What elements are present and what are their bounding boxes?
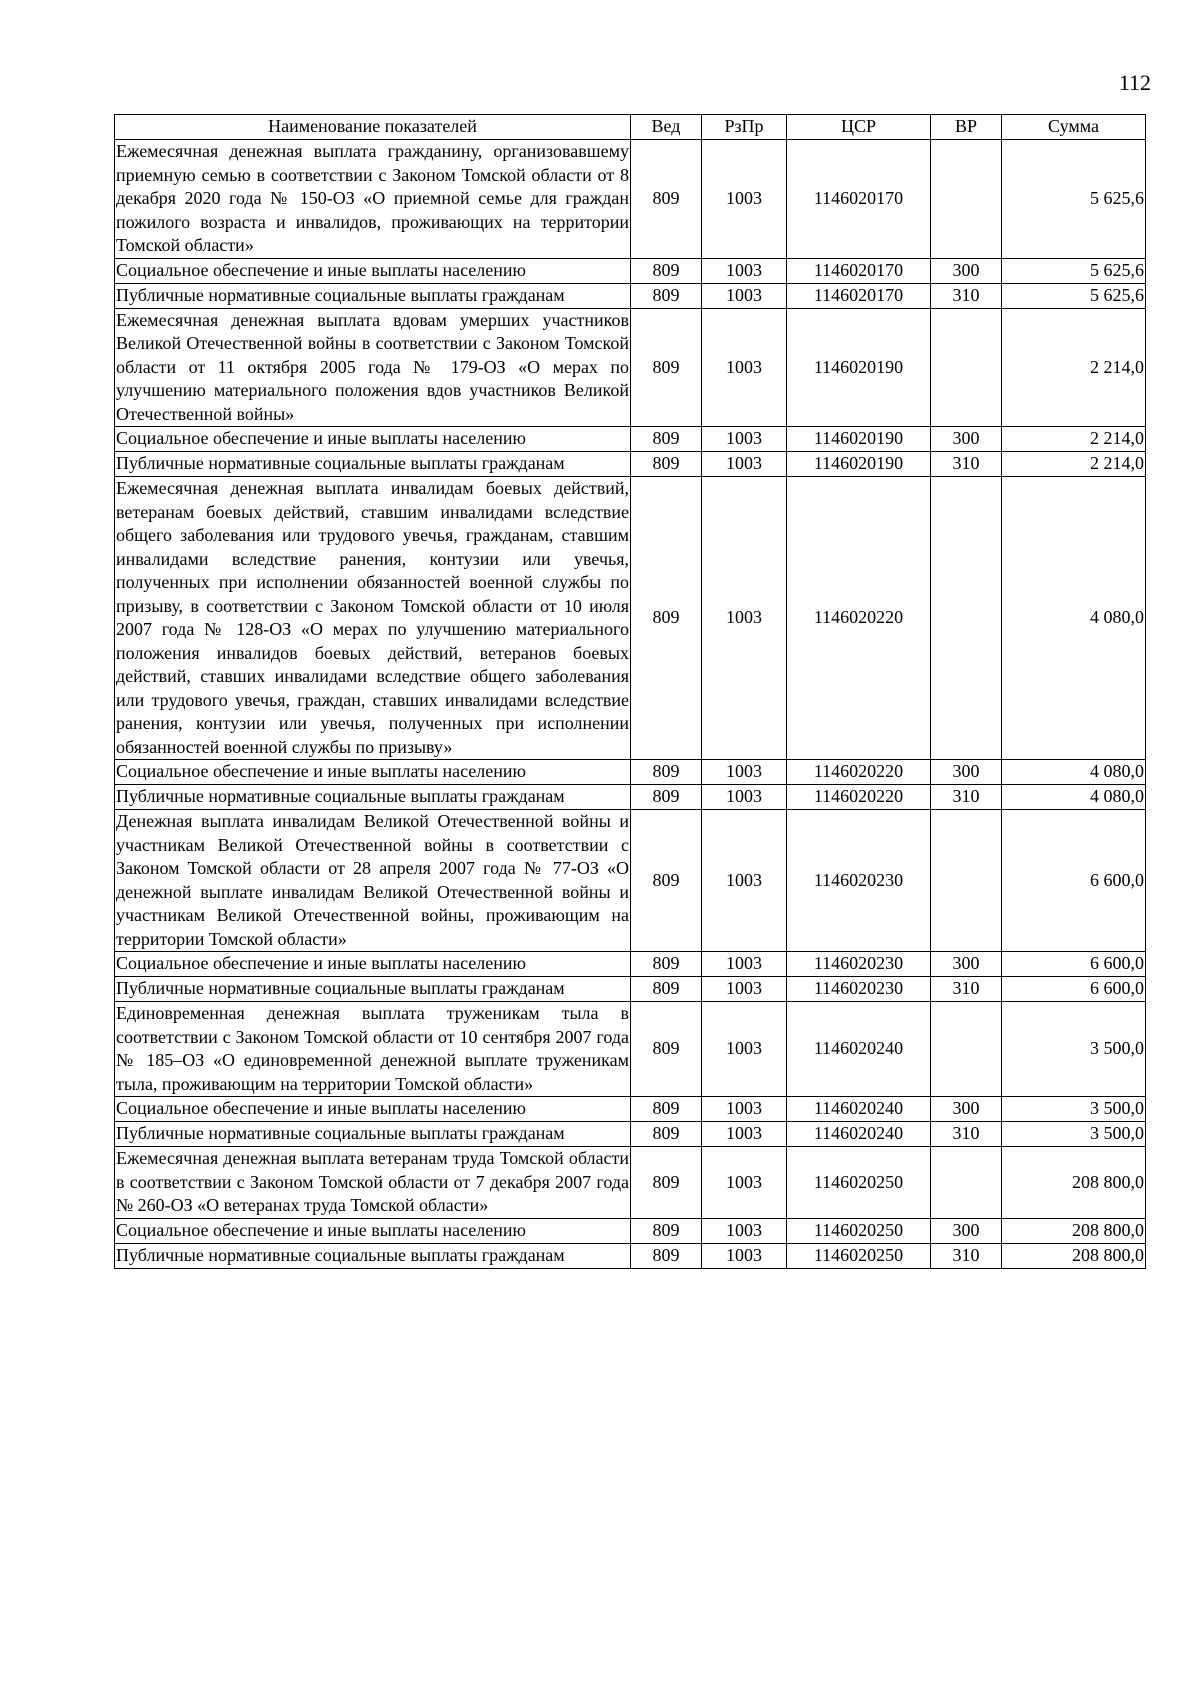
- cell-sum: 5 625,6: [1002, 258, 1146, 283]
- table-row: [115, 810, 1146, 952]
- cell-csr: 1146020240: [787, 1122, 931, 1147]
- cell-csr: 1146020190: [787, 427, 931, 452]
- cell-vr: 310: [931, 785, 1002, 810]
- cell-vr: 310: [931, 452, 1002, 477]
- cell-rzpr: 1003: [702, 427, 787, 452]
- cell-name: Публичные нормативные социальные выплаты гражданам: [115, 1122, 631, 1147]
- cell-csr: 1146020220: [787, 785, 931, 810]
- budget-table: [114, 114, 1146, 1269]
- table-body: [115, 140, 1146, 1269]
- cell-vr: 300: [931, 760, 1002, 785]
- cell-rzpr: 1003: [702, 952, 787, 977]
- cell-vr: 310: [931, 977, 1002, 1002]
- cell-rzpr: 1003: [702, 1002, 787, 1097]
- cell-ved: 809: [631, 477, 702, 760]
- cell-ved: 809: [631, 258, 702, 283]
- cell-name: Ежемесячная денежная выплата ветеранам труда Томской области в соответствии с Законом Томской области от 7 декабря 2007 года № 260-ОЗ «О ветеранах труда Томской области»: [115, 1147, 631, 1219]
- cell-sum: 6 600,0: [1002, 810, 1146, 952]
- cell-csr: 1146020230: [787, 952, 931, 977]
- cell-rzpr: 1003: [702, 1243, 787, 1268]
- cell-csr: 1146020250: [787, 1218, 931, 1243]
- cell-name: Социальное обеспечение и иные выплаты населению: [115, 258, 631, 283]
- cell-sum: 3 500,0: [1002, 1122, 1146, 1147]
- cell-ved: 809: [631, 1147, 702, 1219]
- cell-vr: [931, 477, 1002, 760]
- cell-sum: 208 800,0: [1002, 1147, 1146, 1219]
- table-row: [115, 427, 1146, 452]
- cell-name: Социальное обеспечение и иные выплаты населению: [115, 1218, 631, 1243]
- cell-sum: 5 625,6: [1002, 283, 1146, 308]
- cell-csr: 1146020220: [787, 760, 931, 785]
- table-header-row: [115, 115, 1146, 140]
- cell-rzpr: 1003: [702, 283, 787, 308]
- cell-sum: 208 800,0: [1002, 1243, 1146, 1268]
- header-ved: Вед: [631, 115, 702, 140]
- cell-vr: [931, 1002, 1002, 1097]
- table-row: [115, 1002, 1146, 1097]
- cell-rzpr: 1003: [702, 452, 787, 477]
- table-row: [115, 308, 1146, 427]
- cell-ved: 809: [631, 977, 702, 1002]
- table-row: [115, 1122, 1146, 1147]
- cell-ved: 809: [631, 952, 702, 977]
- table-row: [115, 785, 1146, 810]
- header-csr: ЦСР: [787, 115, 931, 140]
- cell-sum: 3 500,0: [1002, 1097, 1146, 1122]
- cell-ved: 809: [631, 140, 702, 259]
- cell-name: Публичные нормативные социальные выплаты гражданам: [115, 283, 631, 308]
- table-row: [115, 760, 1146, 785]
- table-row: [115, 477, 1146, 760]
- cell-sum: 2 214,0: [1002, 427, 1146, 452]
- cell-sum: 2 214,0: [1002, 452, 1146, 477]
- header-name: Наименование показателей: [115, 115, 631, 140]
- cell-rzpr: 1003: [702, 140, 787, 259]
- cell-csr: 1146020250: [787, 1243, 931, 1268]
- table-row: [115, 1097, 1146, 1122]
- table-row: [115, 1218, 1146, 1243]
- cell-vr: 300: [931, 1097, 1002, 1122]
- table-row: [115, 258, 1146, 283]
- cell-rzpr: 1003: [702, 1097, 787, 1122]
- cell-csr: 1146020240: [787, 1002, 931, 1097]
- header-vr: ВР: [931, 115, 1002, 140]
- cell-vr: [931, 810, 1002, 952]
- cell-sum: 4 080,0: [1002, 785, 1146, 810]
- table-row: [115, 1147, 1146, 1219]
- table-row: [115, 452, 1146, 477]
- table-row: [115, 140, 1146, 259]
- cell-csr: 1146020170: [787, 258, 931, 283]
- cell-ved: 809: [631, 1218, 702, 1243]
- cell-rzpr: 1003: [702, 977, 787, 1002]
- cell-name: Публичные нормативные социальные выплаты гражданам: [115, 452, 631, 477]
- cell-ved: 809: [631, 810, 702, 952]
- cell-vr: 310: [931, 1122, 1002, 1147]
- cell-csr: 1146020230: [787, 977, 931, 1002]
- cell-rzpr: 1003: [702, 810, 787, 952]
- cell-rzpr: 1003: [702, 258, 787, 283]
- cell-name: Единовременная денежная выплата труженикам тыла в соответствии с Законом Томской области от 10 сентября 2007 года № 185–ОЗ «О единовременной денежной выплате труженикам тыла, проживающим на территории Томской области»: [115, 1002, 631, 1097]
- cell-name: Публичные нормативные социальные выплаты гражданам: [115, 1243, 631, 1268]
- page-number: 112: [1118, 70, 1151, 95]
- cell-rzpr: 1003: [702, 1122, 787, 1147]
- cell-name: Денежная выплата инвалидам Великой Отечественной войны и участникам Великой Отечественной войны в соответствии с Законом Томской области от 28 апреля 2007 года № 77-ОЗ «О денежной выплате инвалидам Великой Отечественной войны и участникам Великой Отечественной войны, проживающим на территории Томской области»: [115, 810, 631, 952]
- cell-rzpr: 1003: [702, 308, 787, 427]
- cell-csr: 1146020190: [787, 308, 931, 427]
- cell-name: Социальное обеспечение и иные выплаты населению: [115, 760, 631, 785]
- cell-vr: 310: [931, 1243, 1002, 1268]
- cell-sum: 3 500,0: [1002, 1002, 1146, 1097]
- cell-name: Ежемесячная денежная выплата инвалидам боевых действий, ветеранам боевых действий, ставшим инвалидами вследствие общего заболевания или трудового увечья, гражданам, ставшим инвалидами вследствие ранения, контузии или увечья, полученных при исполнении обязанностей военной службы по призыву, в соответствии с Законом Томской области от 10 июля 2007 года № 128-ОЗ «О мерах по улучшению материального положения инвалидов боевых действий, ветеранов боевых действий, ставших инвалидами вследствие общего заболевания или трудового увечья, граждан, ставших инвалидами вследствие ранения, контузии или увечья, полученных при исполнении обязанностей военной службы по призыву»: [115, 477, 631, 760]
- cell-rzpr: 1003: [702, 760, 787, 785]
- cell-ved: 809: [631, 427, 702, 452]
- cell-vr: 310: [931, 283, 1002, 308]
- cell-sum: 4 080,0: [1002, 760, 1146, 785]
- cell-csr: 1146020190: [787, 452, 931, 477]
- cell-ved: 809: [631, 1243, 702, 1268]
- cell-vr: 300: [931, 952, 1002, 977]
- cell-rzpr: 1003: [702, 1218, 787, 1243]
- table-row: [115, 977, 1146, 1002]
- table-row: [115, 1243, 1146, 1268]
- cell-ved: 809: [631, 785, 702, 810]
- cell-sum: 5 625,6: [1002, 140, 1146, 259]
- cell-ved: 809: [631, 283, 702, 308]
- cell-vr: [931, 1147, 1002, 1219]
- cell-vr: 300: [931, 258, 1002, 283]
- table-row: [115, 283, 1146, 308]
- cell-vr: [931, 140, 1002, 259]
- cell-vr: [931, 308, 1002, 427]
- cell-name: Ежемесячная денежная выплата вдовам умерших участников Великой Отечественной войны в соответствии с Законом Томской области от 11 октября 2005 года № 179-ОЗ «О мерах по улучшению материального положения вдов участников Великой Отечественной войны»: [115, 308, 631, 427]
- cell-name: Публичные нормативные социальные выплаты гражданам: [115, 977, 631, 1002]
- cell-rzpr: 1003: [702, 477, 787, 760]
- cell-sum: 2 214,0: [1002, 308, 1146, 427]
- cell-csr: 1146020230: [787, 810, 931, 952]
- cell-csr: 1146020170: [787, 283, 931, 308]
- cell-vr: 300: [931, 1218, 1002, 1243]
- cell-ved: 809: [631, 1097, 702, 1122]
- cell-name: Социальное обеспечение и иные выплаты населению: [115, 952, 631, 977]
- cell-ved: 809: [631, 1002, 702, 1097]
- cell-ved: 809: [631, 1122, 702, 1147]
- header-rzpr: РзПр: [702, 115, 787, 140]
- cell-name: Ежемесячная денежная выплата гражданину, организовавшему приемную семью в соответствии с Законом Томской области от 8 декабря 2020 года № 150-ОЗ «О приемной семье для граждан пожилого возраста и инвалидов, проживающих на территории Томской области»: [115, 140, 631, 259]
- cell-csr: 1146020250: [787, 1147, 931, 1219]
- cell-rzpr: 1003: [702, 785, 787, 810]
- cell-ved: 809: [631, 760, 702, 785]
- cell-csr: 1146020240: [787, 1097, 931, 1122]
- cell-ved: 809: [631, 308, 702, 427]
- cell-rzpr: 1003: [702, 1147, 787, 1219]
- cell-ved: 809: [631, 452, 702, 477]
- cell-csr: 1146020170: [787, 140, 931, 259]
- cell-name: Публичные нормативные социальные выплаты гражданам: [115, 785, 631, 810]
- cell-sum: 6 600,0: [1002, 952, 1146, 977]
- cell-csr: 1146020220: [787, 477, 931, 760]
- cell-name: Социальное обеспечение и иные выплаты населению: [115, 427, 631, 452]
- cell-name: Социальное обеспечение и иные выплаты населению: [115, 1097, 631, 1122]
- cell-sum: 4 080,0: [1002, 477, 1146, 760]
- header-sum: Сумма: [1002, 115, 1146, 140]
- cell-vr: 300: [931, 427, 1002, 452]
- table-row: [115, 952, 1146, 977]
- cell-sum: 6 600,0: [1002, 977, 1146, 1002]
- cell-sum: 208 800,0: [1002, 1218, 1146, 1243]
